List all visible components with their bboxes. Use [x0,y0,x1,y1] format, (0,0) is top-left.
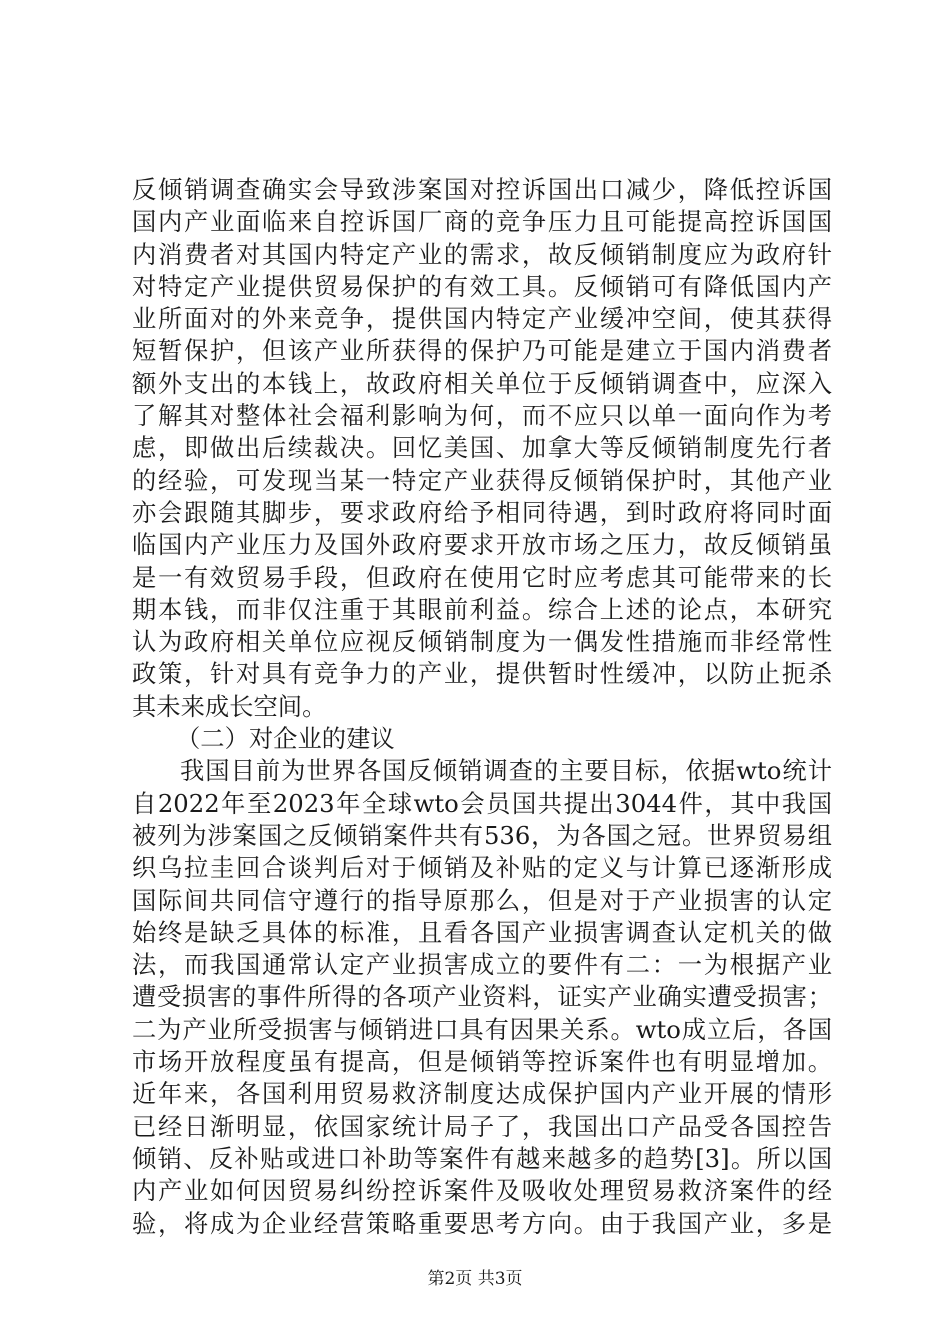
text-line: 二为产业所受损害与倾销进口具有因果关系。wto成立后，各国 [132,1014,832,1044]
text-line: 的经验，可发现当某一特定产业获得反倾销保护时，其他产业 [132,465,832,495]
text-line: 我国目前为世界各国反倾销调查的主要目标，依据wto统计 [180,756,832,786]
text-line: 政策，针对具有竞争力的产业，提供暂时性缓冲，以防止扼杀 [132,659,832,689]
text-line: 已经日渐明显，依国家统计局子了，我国出口产品受各国控告 [132,1111,832,1141]
text-line: 额外支出的本钱上，故政府相关单位于反倾销调查中，应深入 [132,368,832,398]
text-line: 反倾销调查确实会导致涉案国对控诉国出口减少，降低控诉国 [132,175,832,204]
document-body [132,174,832,1240]
text-line: 倾销、反补贴或进口补助等案件有越来越多的趋势[3]。所以国 [132,1143,832,1173]
text-line: 亦会跟随其脚步，要求政府给予相同待遇，到时政府将同时面 [132,497,832,527]
text-line: 认为政府相关单位应视反倾销制度为一偶发性措施而非经常性 [132,627,832,657]
text-line: 近年来，各国利用贸易救济制度达成保护国内产业开展的情形 [132,1079,832,1109]
page-footer: 第2页 共3页 [427,1269,523,1289]
text-line: 自2022年至2023年全球wto会员国共提出3044件，其中我国 [132,788,832,818]
text-line: 国际间共同信守遵行的指导原那么，但是对于产业损害的认定 [132,885,832,915]
text-line: 期本钱，而非仅注重于其眼前利益。综合上述的论点，本研究 [132,594,832,624]
text-line: 业所面对的外来竞争，提供国内特定产业缓冲空间，使其获得 [132,304,832,334]
text-line: 内产业如何因贸易纠纷控诉案件及吸收处理贸易救济案件的经 [132,1176,832,1206]
text-line: 织乌拉圭回合谈判后对于倾销及补贴的定义与计算已逐渐形成 [132,853,832,883]
text-line: 虑，即做出后续裁决。回忆美国、加拿大等反倾销制度先行者 [132,433,832,463]
text-line: 验，将成为企业经营策略重要思考方向。由于我国产业，多是 [132,1208,832,1238]
text-line: 临国内产业压力及国外政府要求开放市场之压力，故反倾销虽 [132,530,832,560]
paragraph-2 [132,755,832,1239]
text-line: 内消费者对其国内特定产业的需求，故反倾销制度应为政府针 [132,239,832,269]
section-heading: （二）对企业的建议 [176,724,395,754]
paragraph-1 [132,174,832,723]
text-line: 其未来成长空间。 [132,691,327,721]
text-line: 市场开放程度虽有提高，但是倾销等控诉案件也有明显增加。 [132,1047,832,1077]
text-line: 对特定产业提供贸易保护的有效工具。反倾销可有降低国内产 [132,271,832,301]
text-line: 是一有效贸易手段，但政府在使用它时应考虑其可能带来的长 [132,562,832,592]
text-line: 短暂保护，但该产业所获得的保护乃可能是建立于国内消费者 [132,336,832,366]
text-line: 了解其对整体社会福利影响为何，而不应只以单一面向作为考 [132,401,832,431]
text-line: 始终是缺乏具体的标准，且看各国产业损害调查认定机关的做 [132,917,832,947]
text-line: 被列为涉案国之反倾销案件共有536，为各国之冠。世界贸易组 [132,820,832,850]
text-line: 遭受损害的事件所得的各项产业资料，证实产业确实遭受损害； [132,982,832,1012]
text-line: 国内产业面临来自控诉国厂商的竞争压力且可能提高控诉国国 [132,207,832,237]
text-line: 法，而我国通常认定产业损害成立的要件有二：一为根据产业 [132,950,832,980]
